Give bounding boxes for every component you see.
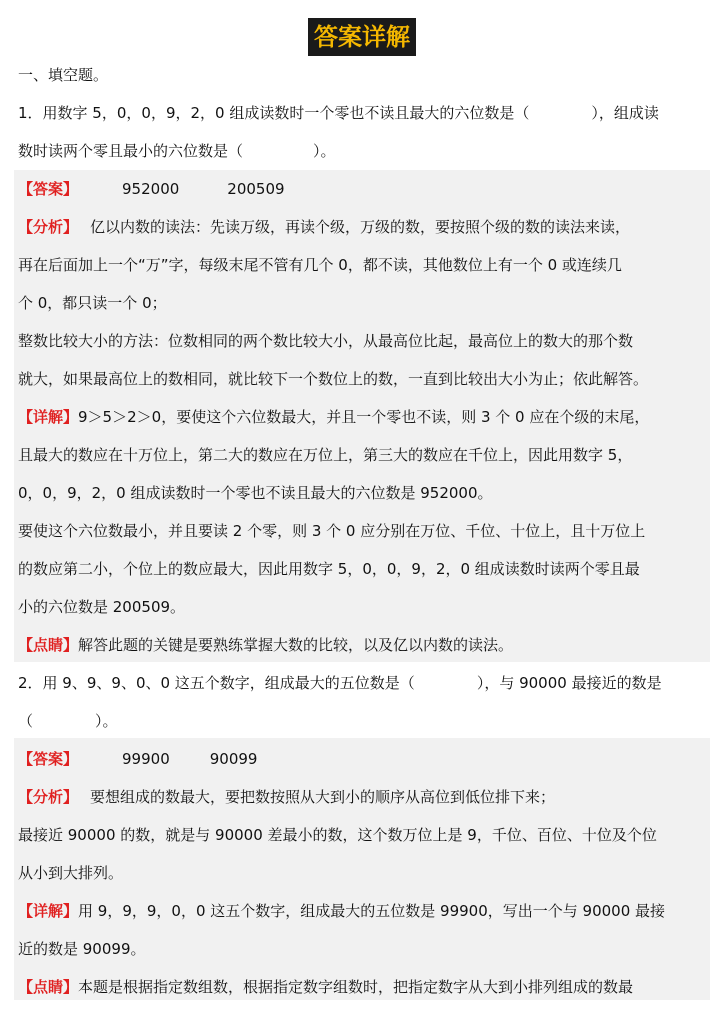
q2-answer-1: 99900 <box>122 750 170 768</box>
q2-text-1a: 2．用 9、9、9、0、0 这五个数字，组成最大的五位数是（ <box>18 674 415 692</box>
q2-analysis-2: 最接近 90000 的数，就是与 90000 差最小的数，这个数万位上是 9，千位、百位、十位及个位 <box>18 826 657 844</box>
q1-line-2 <box>18 140 706 162</box>
q1-answer-tag: 【答案】 <box>18 180 79 198</box>
q1-analysis-2: 再在后面加上一个“万”字，每级末尾不管有几个 0，都不读，其他数位上有一个 0 或连续几 <box>18 256 622 274</box>
q1-detail-6: 小的六位数是 200509。 <box>18 598 186 616</box>
q1-analysis-tag: 【分析】 <box>18 218 79 236</box>
q1-detail-5: 的数应第二小，个位上的数应最大，因此用数字 5，0，0，9，2，0 组成读数时读两个零且最 <box>18 560 640 578</box>
q2-analysis-text-1: 要想组成的数最大，要把数按照从大到小的顺序从高位到低位排下来； <box>90 788 556 806</box>
q2-detail-1 <box>18 900 706 922</box>
q2-text-2b: ）。 <box>95 712 118 730</box>
q1-detail-4: 要使这个六位数最小，并且要读 2 个零，则 3 个 0 应分别在万位、千位、十位上，且十万位上 <box>18 522 646 540</box>
q1-point-tag: 【点睛】 <box>18 636 79 654</box>
q1-answer-2: 200509 <box>227 180 285 198</box>
q1-analysis-5: 就大，如果最高位上的数相同，就比较下一个数位上的数，一直到比较出大小为止；依此解答。 <box>18 370 649 388</box>
q2-line-2 <box>18 710 706 732</box>
q2-point-text: 本题是根据指定数组数，根据指定数字组数时，把指定数字从大到小排列组成的数最 <box>78 978 634 996</box>
q1-analysis-4: 整数比较大小的方法：位数相同的两个数比较大小，从最高位比起，最高位上的数大的那个数 <box>18 332 634 350</box>
q2-point <box>18 976 706 998</box>
q1-answer-1: 952000 <box>122 180 180 198</box>
q1-text-1a: 1．用数字 5，0，0，9，2，0 组成读数时一个零也不读且最大的六位数是（ <box>18 104 530 122</box>
page-title: 答案详解 <box>308 18 416 56</box>
q1-point-text: 解答此题的关键是要熟练掌握大数的比较，以及亿以内数的读法。 <box>78 636 514 654</box>
q1-line-1 <box>18 102 706 124</box>
q1-detail-3: 0，0，9，2，0 组成读数时一个零也不读且最大的六位数是 952000。 <box>18 484 493 502</box>
q2-answer-2: 90099 <box>209 750 258 768</box>
q2-analysis-3: 从小到大排列。 <box>18 864 124 882</box>
q2-detail-tag: 【详解】 <box>18 902 79 920</box>
title-wrap <box>0 18 724 56</box>
q1-text-2a: 数时读两个零且最小的六位数是（ <box>18 142 244 160</box>
q1-detail-2: 且最大的数应在十万位上，第二大的数应在万位上，第三大的数应在千位上，因此用数字 5， <box>18 446 633 464</box>
q1-analysis-text-1: 亿以内数的读法：先读万级，再读个级，万级的数，要按照个级的数的读法来读， <box>90 218 631 236</box>
q2-detail-2: 近的数是 90099。 <box>18 940 146 958</box>
q2-text-2a: （ <box>18 712 34 730</box>
q2-detail-text-1: 用 9，9，9，0，0 这五个数字，组成最大的五位数是 99900，写出一个与 90000 最接 <box>78 902 666 920</box>
section-heading: 一、填空题。 <box>18 66 109 84</box>
q1-answer <box>18 178 706 200</box>
q2-analysis-1 <box>18 786 706 808</box>
q2-text-1b: ），与 90000 最接近的数是 <box>476 674 662 692</box>
q2-analysis-tag: 【分析】 <box>18 788 79 806</box>
q1-point <box>18 634 706 656</box>
q1-detail-1 <box>18 406 706 428</box>
q1-detail-tag: 【详解】 <box>18 408 79 426</box>
q1-analysis-1 <box>18 216 706 238</box>
q2-answer <box>18 748 706 770</box>
q1-text-2b: ）。 <box>313 142 336 160</box>
q1-detail-text-1: 9＞5＞2＞0，要使这个六位数最大，并且一个零也不读，则 3 个 0 应在个级的末尾， <box>78 408 650 426</box>
q1-analysis-3: 个 0，都只读一个 0； <box>18 294 167 312</box>
q2-answer-tag: 【答案】 <box>18 750 79 768</box>
q1-text-1b: ），组成读 <box>591 104 659 122</box>
q2-line-1 <box>18 672 706 694</box>
q2-point-tag: 【点睛】 <box>18 978 79 996</box>
